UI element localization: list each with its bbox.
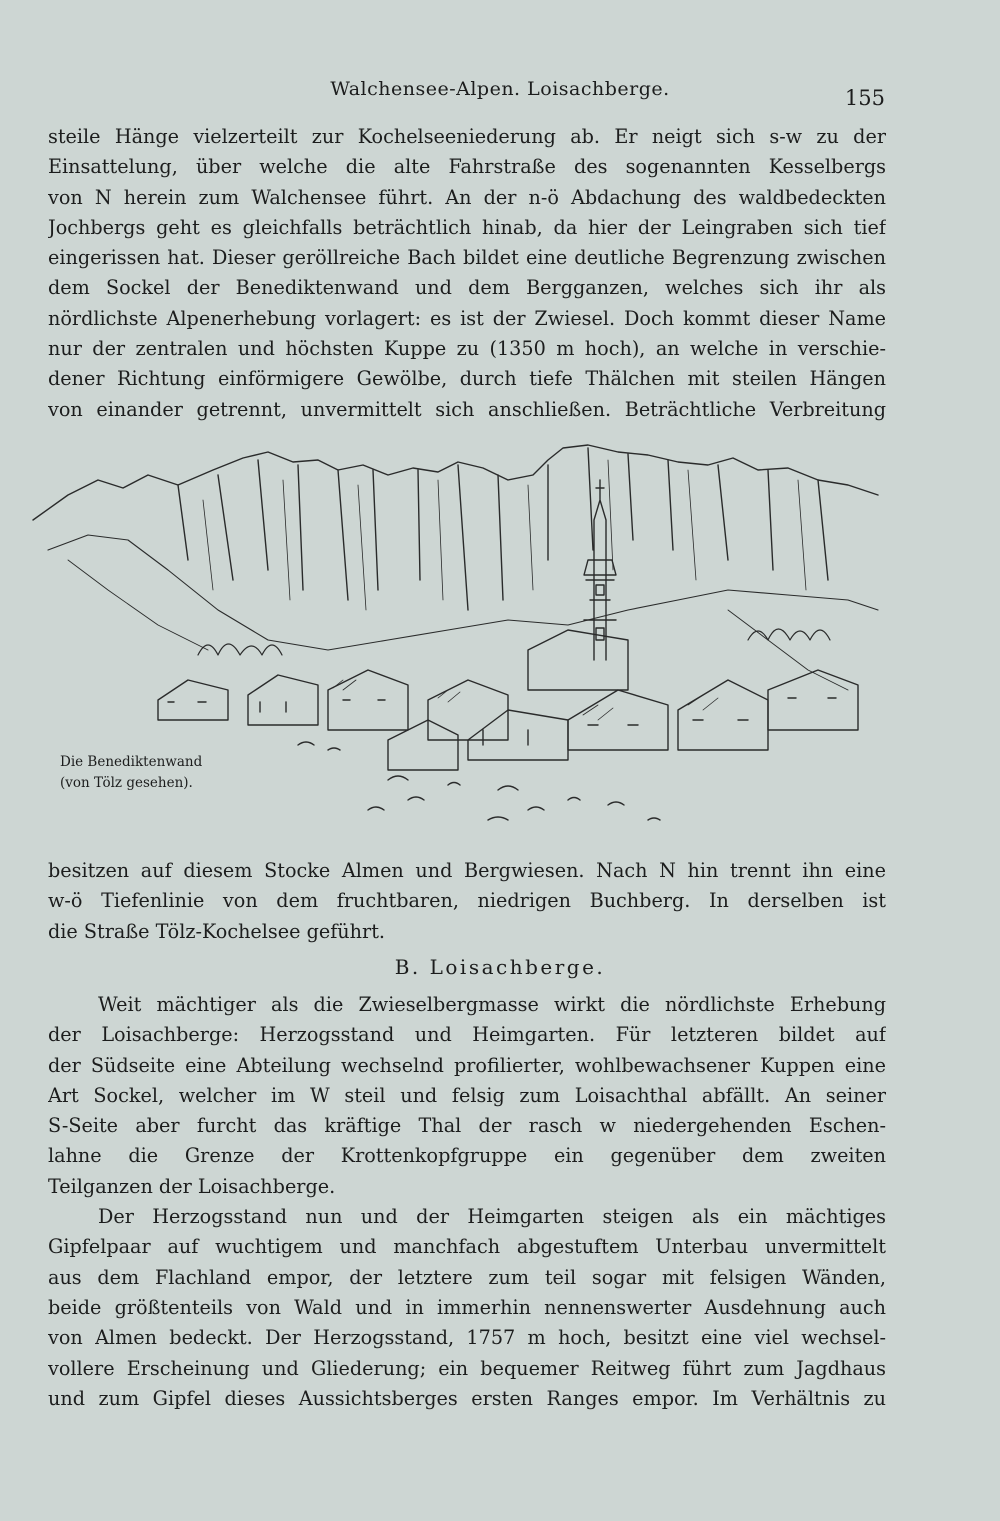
text-line: der Loisachberge: Herzogsstand und Heimgarten. Für letzteren bildet auf <box>48 1023 886 1047</box>
text-line: eingerissen hat. Dieser geröllreiche Bach bildet eine deutliche Begrenzung zwischen <box>48 246 886 270</box>
text-line: Art Sockel, welcher im W steil und felsig zum Loisachthal abfällt. An seiner <box>48 1083 886 1107</box>
text-line: von N herein zum Walchensee führt. An der n-ö Abdachung des waldbedeckten <box>48 185 886 209</box>
text-line: besitzen auf diesem Stocke Almen und Bergwiesen. Nach N hin trennt ihn eine <box>48 859 886 882</box>
text-line: und zum Gipfel dieses Aussichtsberges ersten Ranges empor. Im Verhältnis zu <box>48 1386 886 1410</box>
paragraph-2 <box>48 856 886 947</box>
paragraph-1 <box>48 122 886 425</box>
section-heading: B. Loisachberge. <box>394 955 606 979</box>
text-line: dem Sockel der Benediktenwand und dem Bergganzen, welches sich ihr als <box>48 276 886 300</box>
text-line: steile Hänge vielzerteilt zur Kochelseeniederung ab. Er neigt sich s-w zu der <box>48 125 886 148</box>
text-line: Der Herzogsstand nun und der Heimgarten steigen als ein mächtiges <box>98 1205 886 1229</box>
text-line: der Südseite eine Abteilung wechselnd profilierter, wohlbewachsener Kuppen eine <box>48 1053 886 1077</box>
running-title: Walchensee-Alpen. Loisachberge. <box>330 78 670 100</box>
text-line: Einsattelung, über welche die alte Fahrstraße des sogenannten Kesselbergs <box>48 155 886 179</box>
text-line: Weit mächtiger als die Zwieselbergmasse wirkt die nördlichste Erhebung <box>98 993 886 1016</box>
text-line: vollere Erscheinung und Gliederung; ein bequemer Reitweg führt zum Jagdhaus <box>48 1356 886 1380</box>
caption-line: Die Benediktenwand <box>60 754 203 770</box>
text-line: von einander getrennt, unvermittelt sich anschließen. Beträchtliche Verbreitung <box>48 397 886 421</box>
text-line: dener Richtung einförmigere Gewölbe, durch tiefe Thälchen mit steilen Hängen <box>48 367 886 391</box>
text-line: w-ö Tiefenlinie von dem fruchtbaren, niedrigen Buchberg. In derselben ist <box>48 889 886 913</box>
text-line: nur der zentralen und höchsten Kuppe zu (1350 m hoch), an welche in verschie- <box>48 337 886 361</box>
text-line: Teilganzen der Loisachberge. <box>48 1174 336 1198</box>
text-line: Gipfelpaar auf wuchtigem und manchfach abgestuftem Unterbau unvermittelt <box>48 1235 886 1259</box>
page-number: 155 <box>844 86 885 110</box>
text-line: von Almen bedeckt. Der Herzogsstand, 1757 m hoch, besitzt eine viel wechsel- <box>48 1326 886 1350</box>
paragraph-3 <box>48 990 886 1414</box>
caption-line: (von Tölz gesehen). <box>60 775 193 791</box>
text-line: S-Seite aber furcht das kräftige Thal der rasch w niedergehenden Eschen- <box>48 1114 886 1138</box>
text-line: Jochbergs geht es gleichfalls beträchtlich hinab, da hier der Leingraben sich tief <box>48 215 886 239</box>
text-line: die Straße Tölz-Kochelsee geführt. <box>48 919 386 943</box>
text-line: lahne die Grenze der Krottenkopfgruppe ein gegenüber dem zweiten <box>48 1144 886 1168</box>
text-line: beide größtenteils von Wald und in immerhin nennenswerter Ausdehnung auch <box>48 1295 886 1319</box>
text-line: nördlichste Alpenerhebung vorlagert: es ist der Zwiesel. Doch kommt dieser Name <box>48 306 886 330</box>
figure-caption <box>60 752 202 794</box>
text-line: aus dem Flachland empor, der letztere zum teil sogar mit felsigen Wänden, <box>48 1265 886 1289</box>
